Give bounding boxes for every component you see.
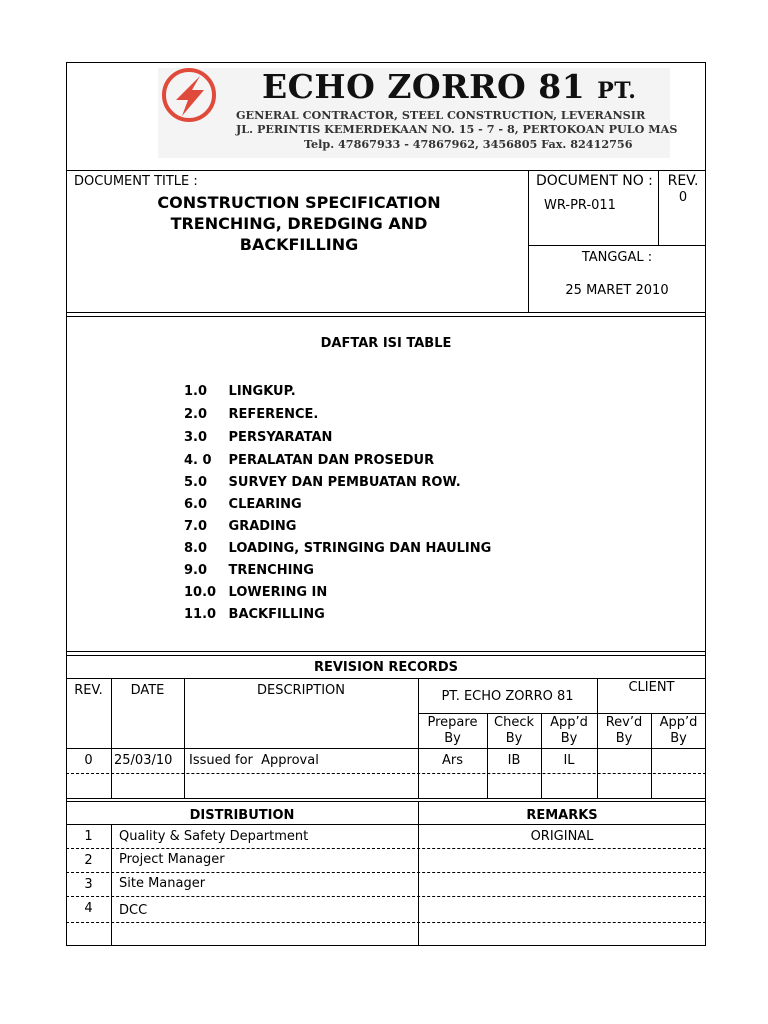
revision-row-date: 25/03/10 xyxy=(114,753,173,768)
company-contact: Telp. 47867933 - 47867962, 3456805 Fax. 82412756 xyxy=(304,137,633,151)
col-appd2-label: App’d xyxy=(659,715,698,730)
document-no-value: WR-PR-011 xyxy=(544,198,616,213)
toc-number: 1.0 xyxy=(184,384,208,399)
toc-label: GRADING xyxy=(228,519,297,534)
document-no-label: DOCUMENT NO : xyxy=(536,173,653,189)
toc-label: CLEARING xyxy=(228,497,302,512)
toc-item xyxy=(184,430,332,445)
distribution-name: Site Manager xyxy=(119,876,206,891)
toc-item xyxy=(184,453,434,468)
date-label: TANGGAL : xyxy=(581,250,653,265)
divider xyxy=(66,170,706,171)
distribution-num: 2 xyxy=(84,853,93,868)
distribution-name: Project Manager xyxy=(119,852,225,867)
toc-item xyxy=(184,563,314,578)
revision-heading: REVISION RECORDS xyxy=(313,660,459,675)
toc-item xyxy=(184,497,302,512)
rev-value: 0 xyxy=(678,190,688,205)
toc-number: 3.0 xyxy=(184,430,208,445)
toc-label: PERALATAN DAN PROSEDUR xyxy=(228,453,435,468)
document-title-label: DOCUMENT TITLE : xyxy=(74,174,198,189)
distribution-num: 4 xyxy=(84,901,93,916)
toc-label: REFERENCE. xyxy=(228,407,319,422)
distribution-name: Quality & Safety Department xyxy=(119,829,309,844)
divider xyxy=(66,922,706,923)
revision-row-prepare: Ars xyxy=(441,753,463,768)
document-title-line: TRENCHING, DREDGING AND xyxy=(170,214,428,233)
remarks-heading: REMARKS xyxy=(526,808,598,823)
toc-item xyxy=(184,475,461,490)
toc-label: LOWERING IN xyxy=(228,585,328,600)
company-suffix: PT. xyxy=(597,78,637,104)
revision-row-description: Issued for Approval xyxy=(189,753,319,768)
company-name xyxy=(262,67,672,106)
revision-row-appd: IL xyxy=(563,753,575,768)
col-appd-label: App’d xyxy=(550,715,588,730)
col-prepare-by xyxy=(418,715,487,747)
divider xyxy=(66,678,706,679)
col-prepare-by-label: By xyxy=(444,731,461,746)
col-description: DESCRIPTION xyxy=(257,683,345,698)
toc-item xyxy=(184,585,327,600)
divider xyxy=(66,798,706,799)
col-rev: REV. xyxy=(74,683,103,698)
toc-number: 11.0 xyxy=(184,607,217,622)
toc-item xyxy=(184,541,491,556)
revision-row-rev: 0 xyxy=(84,753,93,768)
divider xyxy=(528,245,706,246)
document-title-line: BACKFILLING xyxy=(239,235,359,254)
divider xyxy=(66,312,706,313)
toc-item xyxy=(184,519,296,534)
toc-label: TRENCHING xyxy=(228,563,314,578)
lightning-bolt-logo-icon xyxy=(160,66,220,126)
divider xyxy=(66,801,706,802)
revision-row-check: IB xyxy=(507,753,521,768)
col-appd-by-label: By xyxy=(560,731,578,746)
toc-number: 4. 0 xyxy=(184,453,212,468)
divider xyxy=(66,773,706,774)
divider xyxy=(66,824,706,825)
rev-label: REV. xyxy=(667,173,699,189)
toc-number: 5.0 xyxy=(184,475,208,490)
date-value: 25 MARET 2010 xyxy=(565,283,669,298)
toc-number: 2.0 xyxy=(184,407,208,422)
distribution-num: 1 xyxy=(84,829,93,844)
distribution-remark: ORIGINAL xyxy=(530,829,594,844)
divider xyxy=(528,170,529,312)
divider xyxy=(658,170,659,245)
col-appd-by xyxy=(541,715,597,747)
toc-item xyxy=(184,607,325,622)
toc-label: BACKFILLING xyxy=(228,607,325,622)
toc-number: 10.0 xyxy=(184,585,217,600)
divider xyxy=(66,655,706,656)
divider xyxy=(66,896,706,897)
col-revd-by xyxy=(597,715,651,747)
distribution-name: DCC xyxy=(119,903,148,918)
col-revd-label: Rev’d xyxy=(605,715,643,730)
company-line-1: GENERAL CONTRACTOR, STEEL CONSTRUCTION, LEVERANSIR xyxy=(236,108,646,122)
toc-number: 7.0 xyxy=(184,519,208,534)
toc-item xyxy=(184,384,296,399)
document-title xyxy=(96,192,502,255)
company-name-text: ECHO ZORRO 81 xyxy=(262,67,586,106)
divider xyxy=(66,748,706,749)
toc-number: 8.0 xyxy=(184,541,208,556)
divider xyxy=(111,824,112,946)
document-title-line: CONSTRUCTION SPECIFICATION xyxy=(157,193,441,212)
toc-label: PERSYARATAN xyxy=(228,430,333,445)
toc-number: 9.0 xyxy=(184,563,208,578)
col-check-label: Check xyxy=(494,715,534,730)
toc-heading: DAFTAR ISI TABLE xyxy=(320,336,452,351)
divider xyxy=(418,713,706,714)
toc-label: SURVEY DAN PEMBUATAN ROW. xyxy=(228,475,461,490)
company-line-2: JL. PERINTIS KEMERDEKAAN NO. 15 - 7 - 8, PERTOKOAN PULO MAS xyxy=(236,122,678,136)
divider xyxy=(66,848,706,849)
divider xyxy=(66,651,706,652)
toc-label: LOADING, STRINGING DAN HAULING xyxy=(228,541,492,556)
col-appd2-by xyxy=(651,715,706,747)
col-prepare-label: Prepare xyxy=(427,715,478,730)
toc-number: 6.0 xyxy=(184,497,208,512)
col-check-by xyxy=(487,715,541,747)
col-date: DATE xyxy=(130,683,165,698)
distribution-num: 3 xyxy=(84,877,93,892)
col-client: CLIENT xyxy=(628,680,675,695)
col-revd-by-label: By xyxy=(615,731,633,746)
toc-label: LINGKUP. xyxy=(228,384,296,399)
divider xyxy=(66,316,706,317)
distribution-heading: DISTRIBUTION xyxy=(189,808,295,823)
col-appd2-by-label: By xyxy=(670,731,687,746)
col-company: PT. ECHO ZORRO 81 xyxy=(441,689,574,704)
toc-item xyxy=(184,407,318,422)
col-check-by-label: By xyxy=(505,731,523,746)
divider xyxy=(66,872,706,873)
